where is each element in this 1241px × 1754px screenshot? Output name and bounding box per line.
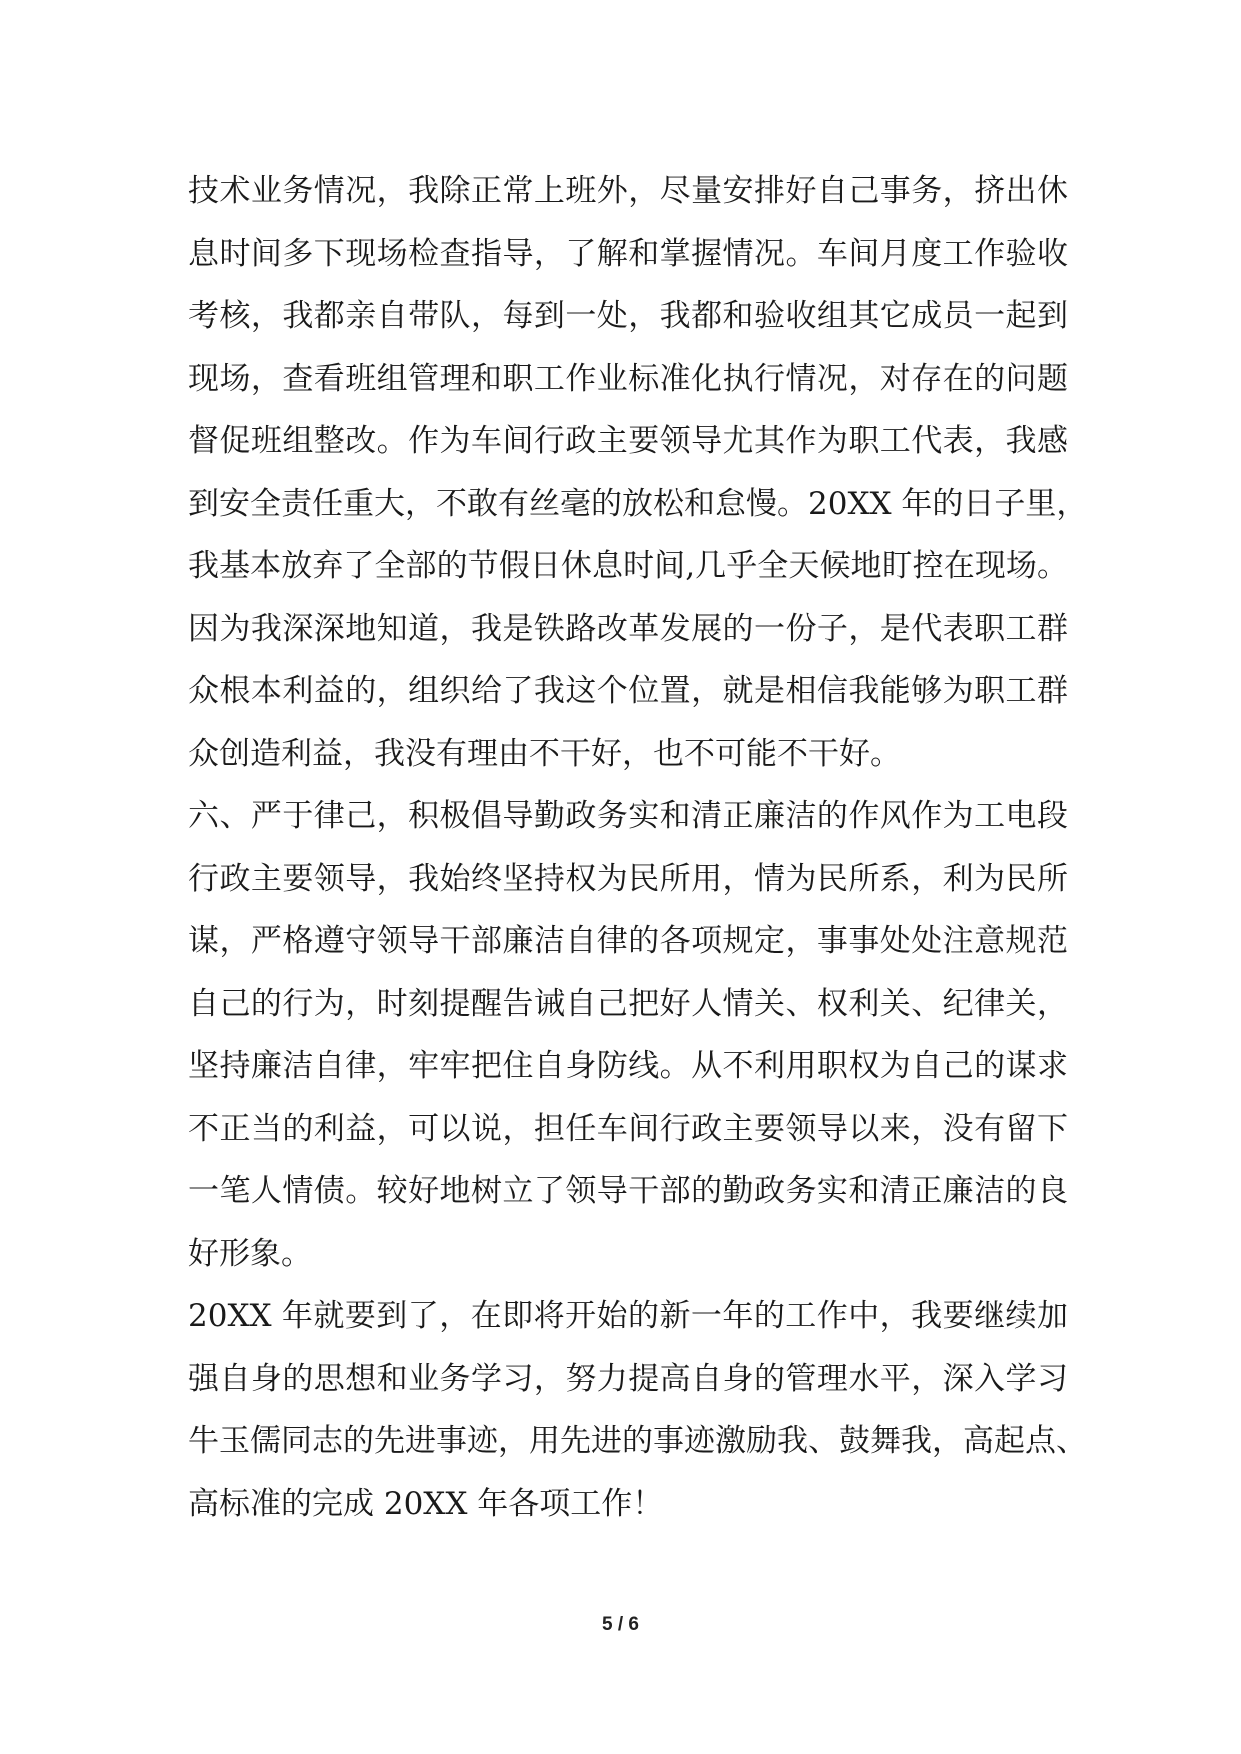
text-line: 坚持廉洁自律，牢牢把住自身防线。从不利用职权为自己的谋求 bbox=[188, 1048, 1068, 1084]
text-line: 一笔人情债。较好地树立了领导干部的勤政务实和清正廉洁的良 bbox=[188, 1173, 1068, 1209]
text-line: 牛玉儒同志的先进事迹，用先进的事迹激励我、鼓舞我，高起点、 bbox=[188, 1423, 1087, 1459]
text-line: 行政主要领导，我始终坚持权为民所用，情为民所系，利为民所 bbox=[188, 860, 1068, 897]
text-line: 众根本利益的，组织给了我这个位置，就是相信我能够为职工群 bbox=[188, 673, 1068, 709]
text-line: 因为我深深地知道，我是铁路改革发展的一份子，是代表职工群 bbox=[188, 610, 1068, 647]
body-text bbox=[188, 160, 1088, 1535]
text-line: 息时间多下现场检查指导，了解和掌握情况。车间月度工作验收 bbox=[188, 235, 1068, 272]
text-line: 好形象。 bbox=[188, 1235, 312, 1272]
text-line: 技术业务情况，我除正常上班外，尽量安排好自己事务，挤出休 bbox=[188, 173, 1068, 209]
text-line: 谋，严格遵守领导干部廉洁自律的各项规定，事事处处注意规范 bbox=[188, 923, 1068, 959]
text-line: 现场，查看班组管理和职工作业标准化执行情况，对存在的问题 bbox=[188, 360, 1068, 397]
text-line: 众创造利益，我没有理由不干好，也不可能不干好。 bbox=[188, 735, 901, 772]
text-line: 自己的行为，时刻提醒告诫自己把好人情关、权利关、纪律关， bbox=[188, 985, 1068, 1022]
page-number: 5 / 6 bbox=[602, 1614, 639, 1635]
text-line: 强自身的思想和业务学习，努力提高自身的管理水平，深入学习 bbox=[188, 1360, 1068, 1397]
text-line: 督促班组整改。作为车间行政主要领导尤其作为职工代表，我感 bbox=[188, 423, 1068, 459]
text-line: 到安全责任重大，不敢有丝毫的放松和怠慢。20XX 年的日子里， bbox=[188, 485, 1088, 522]
text-line: 高标准的完成 20XX 年各项工作！ bbox=[188, 1485, 664, 1522]
text-line: 六、严于律己，积极倡导勤政务实和清正廉洁的作风作为工电段 bbox=[188, 798, 1068, 834]
text-line: 考核，我都亲自带队，每到一处，我都和验收组其它成员一起到 bbox=[188, 298, 1068, 334]
text-line: 我基本放弃了全部的节假日休息时间,几乎全天候地盯控在现场。 bbox=[188, 548, 1068, 584]
text-line: 不正当的利益，可以说，担任车间行政主要领导以来，没有留下 bbox=[188, 1110, 1068, 1147]
text-line: 20XX 年就要到了，在即将开始的新一年的工作中，我要继续加 bbox=[188, 1298, 1068, 1334]
